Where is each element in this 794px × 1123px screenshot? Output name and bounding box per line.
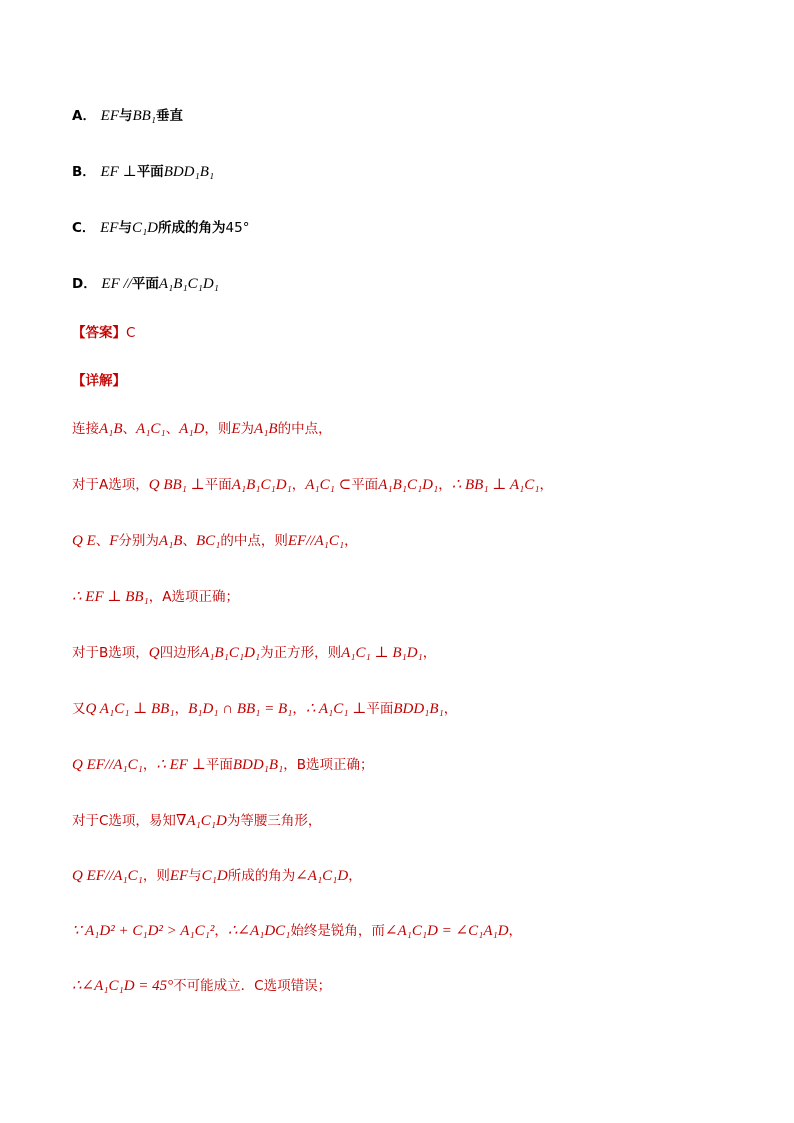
text: 始终是锐角，而 (290, 923, 385, 939)
math: ∴ BB₁ ⊥ A₁C₁ (451, 477, 540, 493)
solution-step-2 (72, 475, 553, 495)
text: ， (508, 923, 523, 939)
math: C₁D (201, 868, 228, 884)
math: A₁B (158, 533, 183, 549)
text: 平面 (136, 164, 164, 180)
solution-step-6 (72, 699, 457, 719)
text: ，则 (142, 868, 170, 884)
text: 与 (118, 220, 132, 236)
math: ∇A₁C₁D (175, 813, 227, 829)
math: A₁C₁ (136, 421, 166, 437)
text: 与 (188, 868, 202, 884)
math: A₁D (179, 421, 205, 437)
math: A₁B (254, 421, 278, 437)
solution-step-9 (72, 866, 362, 886)
text: ，A选项正确； (148, 589, 240, 605)
detail-line (72, 371, 126, 391)
math: ∠A₁C₁D = ∠C₁A₁D (384, 923, 509, 939)
solution-step-8 (72, 811, 321, 831)
text: 平面 (366, 701, 394, 717)
answer-value: C (126, 325, 136, 341)
option-letter: B． (72, 164, 96, 180)
answer-tag: 【答案】 (72, 325, 126, 341)
math: A₁C₁ ⊥ B₁D₁ (341, 645, 423, 661)
text: ， (174, 701, 189, 717)
math: A₁B₁C₁D₁ (231, 477, 292, 493)
text: 对于C选项，易知 (72, 813, 176, 829)
math: Q E (72, 533, 96, 549)
text: 连接 (72, 421, 99, 437)
math: A₁B (99, 421, 123, 437)
text: 为 (240, 421, 255, 437)
math: BC₁ (195, 533, 221, 549)
text: 平面 (351, 477, 379, 493)
math: ∴ A₁C₁ ⊥ (305, 701, 367, 717)
math: C₁D (131, 220, 159, 236)
text: ， (348, 868, 362, 884)
detail-tag: 【详解】 (72, 373, 126, 389)
solution-step-10 (72, 921, 522, 941)
math: EF (169, 868, 189, 884)
text: ， (539, 477, 553, 493)
math: ∴∠A₁DC₁ (227, 923, 291, 939)
math: ∴∠A₁C₁D = 45° (72, 978, 174, 994)
text: 垂直 (156, 108, 184, 124)
math: A₁B₁C₁D₁ (378, 477, 439, 493)
option-letter: A． (72, 108, 96, 124)
math: ∠A₁C₁D (295, 868, 349, 884)
math: Q BB₁ ⊥ (148, 477, 205, 493)
text: ， (438, 477, 452, 493)
math: BDD₁B₁ (163, 164, 215, 180)
math: B₁D₁ ∩ BB₁ = B₁ (188, 701, 293, 717)
math: BDD₁B₁ (393, 701, 444, 717)
math: ∵ A₁D² + C₁D² > A₁C₁² (72, 923, 215, 939)
solution-step-5 (72, 643, 436, 663)
math: A₁B₁C₁D₁ (200, 645, 261, 661)
text: 平面 (204, 477, 232, 493)
math: EF (100, 220, 119, 236)
option-c (72, 218, 249, 238)
solution-step-11 (72, 976, 331, 996)
text: 平面 (131, 276, 159, 292)
text: ， (344, 533, 358, 549)
text: 、 (165, 421, 180, 437)
solution-step-1 (72, 419, 332, 439)
math: E (231, 421, 241, 437)
text: ， (142, 757, 157, 773)
option-d (72, 274, 219, 294)
text: ， (291, 477, 306, 493)
text: 对于B选项， (72, 645, 149, 661)
text: 所成的角为 (158, 220, 226, 236)
math: Q EF//A₁C₁ (72, 868, 143, 884)
text: 、 (182, 533, 196, 549)
solution-step-3 (72, 531, 358, 551)
option-b (72, 162, 214, 182)
text: 所成的角为 (227, 868, 296, 884)
math: EF ⊥ (100, 164, 137, 180)
math: BB₁ (132, 108, 157, 124)
math: F (109, 533, 119, 549)
text: 为正方形，则 (260, 645, 342, 661)
option-letter: C． (72, 220, 96, 236)
math: A₁C₁ ⊂ (305, 477, 352, 493)
math: EF//A₁C₁ (287, 533, 345, 549)
text: 四边形 (159, 645, 201, 661)
text: 对于A选项， (72, 477, 149, 493)
option-letter: D． (72, 276, 97, 292)
math: Q EF//A₁C₁ (72, 757, 143, 773)
answer-line (72, 323, 135, 343)
math: A₁B₁C₁D₁ (158, 276, 219, 292)
math: BDD₁B₁ (232, 757, 284, 773)
text: 分别为 (118, 533, 159, 549)
solution-step-7 (72, 755, 374, 775)
text: 与 (118, 108, 133, 124)
text: 、 (95, 533, 110, 549)
math: ∴ EF ⊥ (156, 757, 206, 773)
solution-step-4 (72, 587, 239, 607)
text: ， (214, 923, 228, 939)
text: 不可能成立．C选项错误； (173, 978, 332, 994)
math: EF (100, 108, 119, 124)
angle-value: 45° (225, 220, 250, 236)
text: 又 (72, 701, 86, 717)
math: Q (148, 645, 160, 661)
text: 的中点， (277, 421, 332, 437)
text: 的中点，则 (220, 533, 288, 549)
text: ，则 (204, 421, 232, 437)
option-a (72, 106, 183, 126)
text: 为等腰三角形， (226, 813, 322, 829)
math: ∴ EF ⊥ BB₁ (72, 589, 149, 605)
text: ， (422, 645, 437, 661)
math: EF // (101, 276, 132, 292)
text: 平面 (205, 757, 233, 773)
text: ，B选项正确； (283, 757, 374, 773)
text: ， (292, 701, 306, 717)
math: Q A₁C₁ ⊥ BB₁ (85, 701, 175, 717)
text: 、 (122, 421, 137, 437)
text: ， (443, 701, 458, 717)
